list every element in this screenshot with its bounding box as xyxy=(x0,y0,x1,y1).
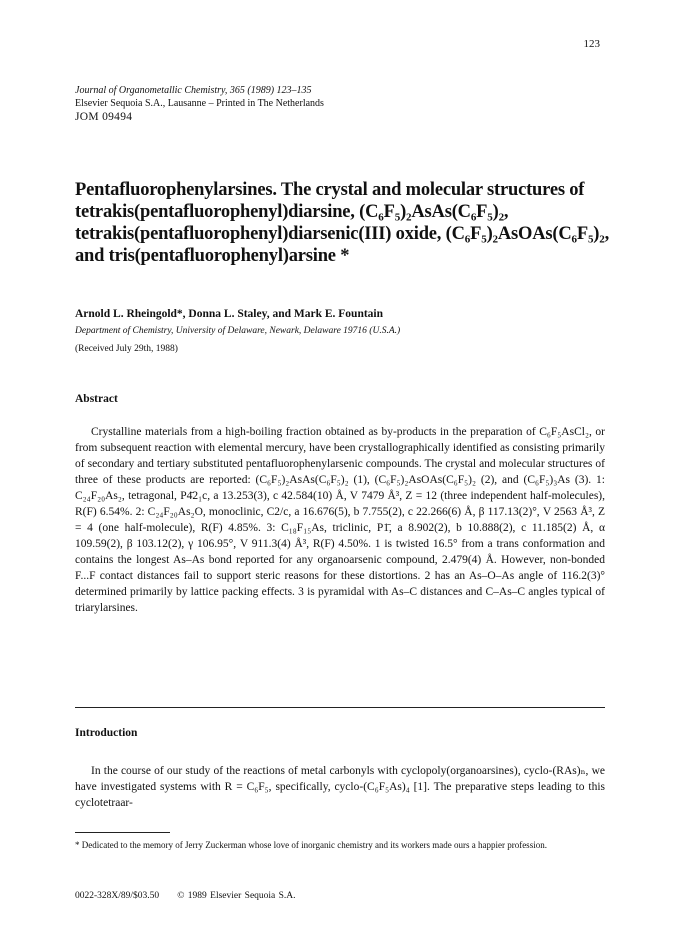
affiliation: Department of Chemistry, University of Delaware, Newark, Delaware 19716 (U.S.A.) xyxy=(75,326,401,336)
journal-citation: Journal of Organometallic Chemistry, 365 (1989) 123–135 xyxy=(75,85,312,96)
page-number: 123 xyxy=(583,38,600,50)
introduction-text: In the course of our study of the reactions of metal carbonyls with cyclopoly(organoarsines), cyclo-(RAs)ₙ, we have investigated systems with R = C₆F₅, specifically, cyclo-(C₆F₅As)₄ [1]. The preparative steps leading to this cyclotetraar- xyxy=(75,765,605,809)
paper-title: Pentafluorophenylarsines. The crystal and molecular structures of tetrakis(pentafluorophenyl)diarsine, (C₆F₅)₂AsAs(C₆F₅)₂, tetrakis(pentafluorophenyl)diarsenic(III) oxide, (C₆F₅)₂AsOAs(C₆F₅)₂, and tris(pentafluorophenyl)arsine * xyxy=(75,180,610,266)
authors: Arnold L. Rheingold*, Donna L. Staley, and Mark E. Fountain xyxy=(75,308,384,320)
abstract-text: Crystalline materials from a high-boiling fraction obtained as by-products in the preparation of C₆F₅AsCl₂, or from subsequent reaction with elemental mercury, have been crystallographically identified as consisting primarily of secondary and tertiary substituted pentafluorophenylarsenic compounds. The crystal and molecular structures of three of these products are reported: (C₆F₅)₂AsAs(C₆F₅)₂ (1), (C₆F₅)₂AsOAs(C₆F₅)₂ (2), and (C₆F₅)₃As (3). 1: C₂₄F₂₀As₂, tetragonal, P4̄2₁c, a 13.253(3), c 42.584(10) Å, V 7479 Å³, Z = 12 (three independent half-molecules), R(F) 6.54%. 2: C₂₄F₂₀As₂O, monoclinic, C2/c, a 16.676(5), b 7.755(2), c 22.266(6) Å, β 117.13(2)°, V 2563 Å³, Z = 4 (one half-molecule), R(F) 4.85%. 3: C₁₈F₁₅As, triclinic, P1̄, a 8.902(2), b 10.888(2), c 11.185(2) Å, α 109.59(2), β 103.12(2), γ 106.95°, V 911.3(4) Å³, R(F) 4.50%. 1 is twisted 16.5° from a trans conformation and contains the longest As–As bond reported for any organoarsenic compound, 2.479(4) Å. However, non-bonded F...F contact distances fail to support steric reasons for these distortions. 2 has an As–O–As angle of 116.2(3)° determined primarily by lattice packing effects. 3 is pyramidal with As–C distances and C–As–C angles typical of triarylarsines. xyxy=(75,426,605,614)
jom-code: JOM 09494 xyxy=(75,111,133,123)
footnote-divider xyxy=(75,832,170,833)
issn-price: 0022-328X/89/$03.50 xyxy=(75,891,160,901)
introduction-heading: Introduction xyxy=(75,727,138,739)
copyright: © 1989 Elsevier Sequoia S.A. xyxy=(177,891,296,901)
journal-info xyxy=(75,85,324,110)
bottom-line xyxy=(75,891,296,901)
publisher-line: Elsevier Sequoia S.A., Lausanne – Printed in The Netherlands xyxy=(75,97,324,109)
abstract-heading: Abstract xyxy=(75,393,118,405)
received-date: (Received July 29th, 1988) xyxy=(75,344,178,354)
abstract-divider xyxy=(75,707,605,708)
footnote: * Dedicated to the memory of Jerry Zuckerman whose love of inorganic chemistry and its workers made ours a happier profession. xyxy=(75,840,547,850)
